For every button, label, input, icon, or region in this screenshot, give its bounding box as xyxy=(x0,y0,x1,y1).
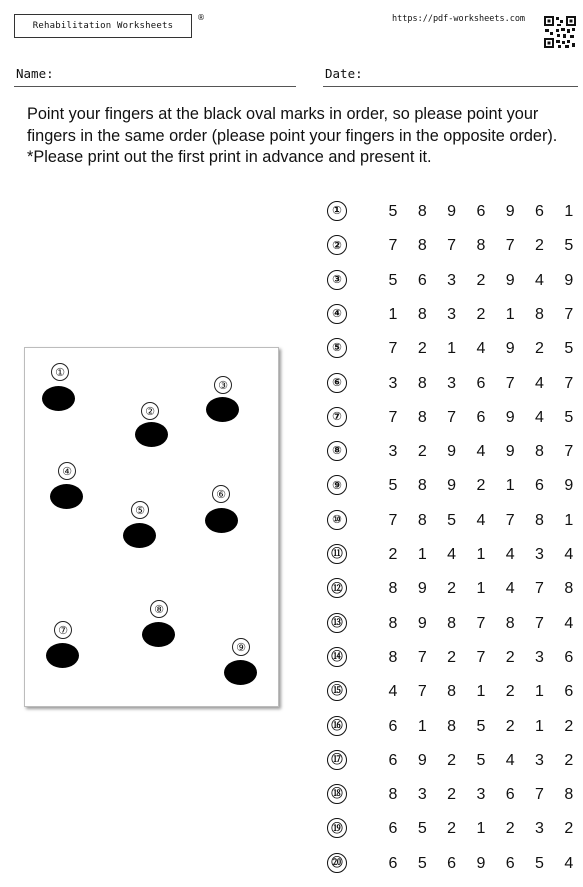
sequence-digit: 1 xyxy=(564,511,574,529)
sequence-digit: 8 xyxy=(417,511,427,529)
sequence-digit: 9 xyxy=(447,203,457,220)
sequence-row xyxy=(327,372,577,396)
oval-mark-8 xyxy=(142,622,175,647)
sequence-digit: 8 xyxy=(476,237,486,255)
sequence-digit: 5 xyxy=(417,820,427,838)
sequence-digit: 6 xyxy=(564,648,574,666)
sequence-digit: 9 xyxy=(505,203,515,220)
sequence-digit: 7 xyxy=(564,374,574,392)
sequence-digit: 4 xyxy=(505,751,515,769)
sequence-digit: 4 xyxy=(505,580,515,598)
sequence-digit: 7 xyxy=(476,614,486,632)
sequence-digit: 4 xyxy=(476,511,486,529)
sequence-digit: 4 xyxy=(535,374,544,392)
oval-marks-diagram xyxy=(24,347,279,707)
sequence-row xyxy=(327,646,577,670)
sequence-digit: 5 xyxy=(476,717,486,735)
sequence-digit: 8 xyxy=(417,203,427,220)
sequence-digit: 7 xyxy=(564,305,574,323)
mark-label-2: ② xyxy=(141,402,159,420)
sequence-digit: 1 xyxy=(476,683,486,701)
sequence-digit: 4 xyxy=(388,683,398,701)
sequence-row xyxy=(327,680,577,704)
sequence-digit: 7 xyxy=(447,237,457,255)
sequence-digit: 7 xyxy=(564,443,574,461)
sequence-digit: 9 xyxy=(505,443,515,461)
sequence-row xyxy=(327,783,577,807)
sequence-digit: 2 xyxy=(388,546,398,563)
sequence-digit: 7 xyxy=(535,786,544,804)
sequence-digit: 7 xyxy=(505,511,515,529)
sequence-digit: 2 xyxy=(476,271,486,289)
sequence-digit: 3 xyxy=(535,648,544,666)
sequence-digit: 2 xyxy=(417,443,427,461)
sequence-digit: 3 xyxy=(417,786,427,804)
sequence-number: ⑬ xyxy=(327,613,347,633)
mark-label-6: ⑥ xyxy=(212,485,230,503)
sequence-digit: 8 xyxy=(417,374,427,392)
mark-label-5: ⑤ xyxy=(131,501,149,519)
sequence-number: ⑭ xyxy=(327,647,347,667)
name-line[interactable] xyxy=(14,86,296,87)
sequence-digit: 1 xyxy=(535,683,544,701)
sequence-digit: 1 xyxy=(476,546,486,563)
sequence-digit: 2 xyxy=(564,751,574,769)
sequence-digit: 5 xyxy=(447,511,457,529)
sequence-digit: 4 xyxy=(535,271,544,289)
sequence-digit: 1 xyxy=(447,340,457,358)
sequence-digit: 8 xyxy=(447,717,457,735)
sequence-digit: 6 xyxy=(505,786,515,804)
instructions-text: Point your fingers at the black oval marks in order, so please point your fingers in the same order (please point your fingers in the opposite order). *Please print out the first print in advance and present it. xyxy=(27,105,558,166)
sequence-digit: 6 xyxy=(476,408,486,426)
sequence-digit: 6 xyxy=(476,203,486,220)
registered-mark: ® xyxy=(197,13,205,22)
sequence-digit: 9 xyxy=(505,408,515,426)
sequence-digit: 4 xyxy=(476,340,486,358)
sequence-digit: 7 xyxy=(505,374,515,392)
sequence-number: ⑧ xyxy=(327,441,347,461)
sequence-digit: 6 xyxy=(535,203,544,220)
sequence-digit: 3 xyxy=(388,443,398,461)
sequence-digit: 1 xyxy=(476,820,486,838)
sequence-digit: 7 xyxy=(417,683,427,701)
sequence-row xyxy=(327,509,577,533)
sequence-digit: 2 xyxy=(505,683,515,701)
oval-mark-3 xyxy=(206,397,239,422)
sequence-digit: 8 xyxy=(417,305,427,323)
sequence-digit: 5 xyxy=(535,854,544,872)
sequence-digit: 1 xyxy=(388,305,398,323)
sequence-digit: 1 xyxy=(476,580,486,598)
sequence-digit: 9 xyxy=(447,477,457,495)
sequence-digit: 8 xyxy=(388,648,398,666)
sequence-digit: 9 xyxy=(447,443,457,461)
sequence-digit: 4 xyxy=(564,546,574,563)
sequence-digit: 6 xyxy=(417,271,427,289)
sequence-digit: 8 xyxy=(535,511,544,529)
sequence-digit: 5 xyxy=(388,271,398,289)
sequence-number: ⑯ xyxy=(327,716,347,736)
sequence-digit: 9 xyxy=(417,614,427,632)
sequence-digit: 6 xyxy=(476,374,486,392)
sequence-digit: 7 xyxy=(388,340,398,358)
mark-label-7: ⑦ xyxy=(54,621,72,639)
sequence-digit: 2 xyxy=(476,305,486,323)
sequence-number: ⑳ xyxy=(327,853,347,873)
sequence-digit: 5 xyxy=(388,477,398,495)
date-line[interactable] xyxy=(323,86,578,87)
date-label: Date: xyxy=(325,66,363,81)
sequence-digit: 4 xyxy=(535,408,544,426)
sequence-digit: 2 xyxy=(535,237,544,255)
sequence-digit: 4 xyxy=(447,546,457,563)
sequence-digit: 3 xyxy=(447,271,457,289)
sequence-digit: 7 xyxy=(388,511,398,529)
sequence-digit: 9 xyxy=(564,477,574,495)
sequence-row xyxy=(327,269,577,293)
sequence-digit: 5 xyxy=(564,340,574,358)
sequence-row xyxy=(327,200,577,224)
sequence-digit: 7 xyxy=(535,580,544,598)
mark-label-4: ④ xyxy=(58,462,76,480)
mark-label-9: ⑨ xyxy=(232,638,250,656)
sequence-digit: 7 xyxy=(505,237,515,255)
sequence-digit: 3 xyxy=(476,786,486,804)
oval-mark-4 xyxy=(50,484,83,509)
sequence-digit: 1 xyxy=(417,546,427,563)
sequence-digit: 2 xyxy=(447,751,457,769)
sequence-number: ⑱ xyxy=(327,784,347,804)
oval-mark-7 xyxy=(46,643,79,668)
sequence-digit: 3 xyxy=(447,305,457,323)
sequence-digit: 8 xyxy=(388,580,398,598)
name-label: Name: xyxy=(16,66,54,81)
sequence-digit: 8 xyxy=(388,786,398,804)
oval-mark-9 xyxy=(224,660,257,685)
sequence-number: ⑮ xyxy=(327,681,347,701)
sequence-digit: 8 xyxy=(417,477,427,495)
sequence-digit: 8 xyxy=(564,580,574,598)
mark-label-8: ⑧ xyxy=(150,600,168,618)
sequence-digit: 9 xyxy=(505,340,515,358)
oval-mark-6 xyxy=(205,508,238,533)
sequence-digit: 2 xyxy=(476,477,486,495)
sequence-digit: 3 xyxy=(388,374,398,392)
sequence-row xyxy=(327,474,577,498)
sequence-row xyxy=(327,303,577,327)
sequence-digit: 9 xyxy=(417,751,427,769)
sequence-digit: 3 xyxy=(447,374,457,392)
sequence-digit: 3 xyxy=(535,751,544,769)
mark-label-1: ① xyxy=(51,363,69,381)
sequence-number: ③ xyxy=(327,270,347,290)
sequence-number: ② xyxy=(327,235,347,255)
sequence-digit: 5 xyxy=(417,854,427,872)
sequence-digit: 2 xyxy=(447,580,457,598)
sequence-digit: 6 xyxy=(505,854,515,872)
oval-mark-2 xyxy=(135,422,168,447)
mark-label-3: ③ xyxy=(214,376,232,394)
sequence-number: ⑦ xyxy=(327,407,347,427)
sequence-digit: 8 xyxy=(535,305,544,323)
sequence-digit: 6 xyxy=(535,477,544,495)
sequence-digit: 9 xyxy=(476,854,486,872)
sequence-digit: 7 xyxy=(388,237,398,255)
sequence-digit: 9 xyxy=(564,271,574,289)
sequence-digit: 2 xyxy=(447,820,457,838)
sequence-digit: 7 xyxy=(417,648,427,666)
sequence-digit: 8 xyxy=(388,614,398,632)
sequence-digit: 6 xyxy=(388,717,398,735)
sequence-digit: 2 xyxy=(447,648,457,666)
sequence-digit: 6 xyxy=(388,854,398,872)
sequence-digit: 2 xyxy=(505,717,515,735)
sequence-digit: 7 xyxy=(535,614,544,632)
sequence-row xyxy=(327,817,577,841)
sequence-row xyxy=(327,612,577,636)
sequence-digit: 6 xyxy=(388,751,398,769)
sequence-digit: 2 xyxy=(564,820,574,838)
sequence-row xyxy=(327,715,577,739)
oval-mark-1 xyxy=(42,386,75,411)
sequence-digit: 4 xyxy=(564,854,574,872)
sequence-digit: 3 xyxy=(535,546,544,563)
sequence-digit: 8 xyxy=(564,786,574,804)
sequence-digit: 8 xyxy=(417,237,427,255)
sequence-digit: 2 xyxy=(564,717,574,735)
worksheet-title: Rehabilitation Worksheets xyxy=(14,14,192,38)
oval-mark-5 xyxy=(123,523,156,548)
sequence-digit: 5 xyxy=(564,408,574,426)
sequence-number: ④ xyxy=(327,304,347,324)
sequence-digit: 8 xyxy=(417,408,427,426)
sequence-digit: 7 xyxy=(476,648,486,666)
sequence-row xyxy=(327,440,577,464)
sequence-digit: 4 xyxy=(476,443,486,461)
sequence-digit: 2 xyxy=(505,648,515,666)
sequence-row xyxy=(327,337,577,361)
sequence-row xyxy=(327,406,577,430)
sequence-row xyxy=(327,234,577,258)
sequence-digit: 5 xyxy=(476,751,486,769)
sequence-number: ⑫ xyxy=(327,578,347,598)
sequence-digit: 8 xyxy=(535,443,544,461)
sequence-digit: 5 xyxy=(388,203,398,220)
sequence-digit: 9 xyxy=(417,580,427,598)
sequence-number: ⑨ xyxy=(327,475,347,495)
sequence-digit: 6 xyxy=(564,683,574,701)
sequence-digit: 6 xyxy=(388,820,398,838)
sequence-number: ⑩ xyxy=(327,510,347,530)
sequence-digit: 1 xyxy=(535,717,544,735)
sequence-digit: 1 xyxy=(505,305,515,323)
sequence-number: ⑪ xyxy=(327,544,347,564)
sequence-digit: 7 xyxy=(447,408,457,426)
sequence-digit: 5 xyxy=(564,237,574,255)
sequence-number: ① xyxy=(327,201,347,221)
sequence-number: ⑤ xyxy=(327,338,347,358)
sequence-digit: 1 xyxy=(505,477,515,495)
sequence-digit: 2 xyxy=(505,820,515,838)
sequence-digit: 1 xyxy=(417,717,427,735)
sequence-row xyxy=(327,749,577,773)
sequence-digit: 4 xyxy=(505,546,515,563)
sequence-digit: 2 xyxy=(535,340,544,358)
sequence-digit: 3 xyxy=(535,820,544,838)
sequence-row xyxy=(327,543,577,567)
site-url[interactable]: https://pdf-worksheets.com xyxy=(392,14,526,24)
sequence-number: ⑲ xyxy=(327,818,347,838)
sequence-number: ⑰ xyxy=(327,750,347,770)
sequence-digit: 8 xyxy=(447,614,457,632)
sequence-digit: 2 xyxy=(417,340,427,358)
sequence-digit: 7 xyxy=(388,408,398,426)
sequence-digit: 2 xyxy=(447,786,457,804)
sequence-digit: 4 xyxy=(564,614,574,632)
sequence-number: ⑥ xyxy=(327,373,347,393)
sequence-digit: 1 xyxy=(564,203,574,220)
sequence-digit: 8 xyxy=(505,614,515,632)
sequence-row xyxy=(327,852,577,876)
qr-code-icon xyxy=(543,15,577,49)
sequence-digit: 8 xyxy=(447,683,457,701)
sequence-digit: 6 xyxy=(447,854,457,872)
sequence-row xyxy=(327,577,577,601)
sequence-digit: 9 xyxy=(505,271,515,289)
